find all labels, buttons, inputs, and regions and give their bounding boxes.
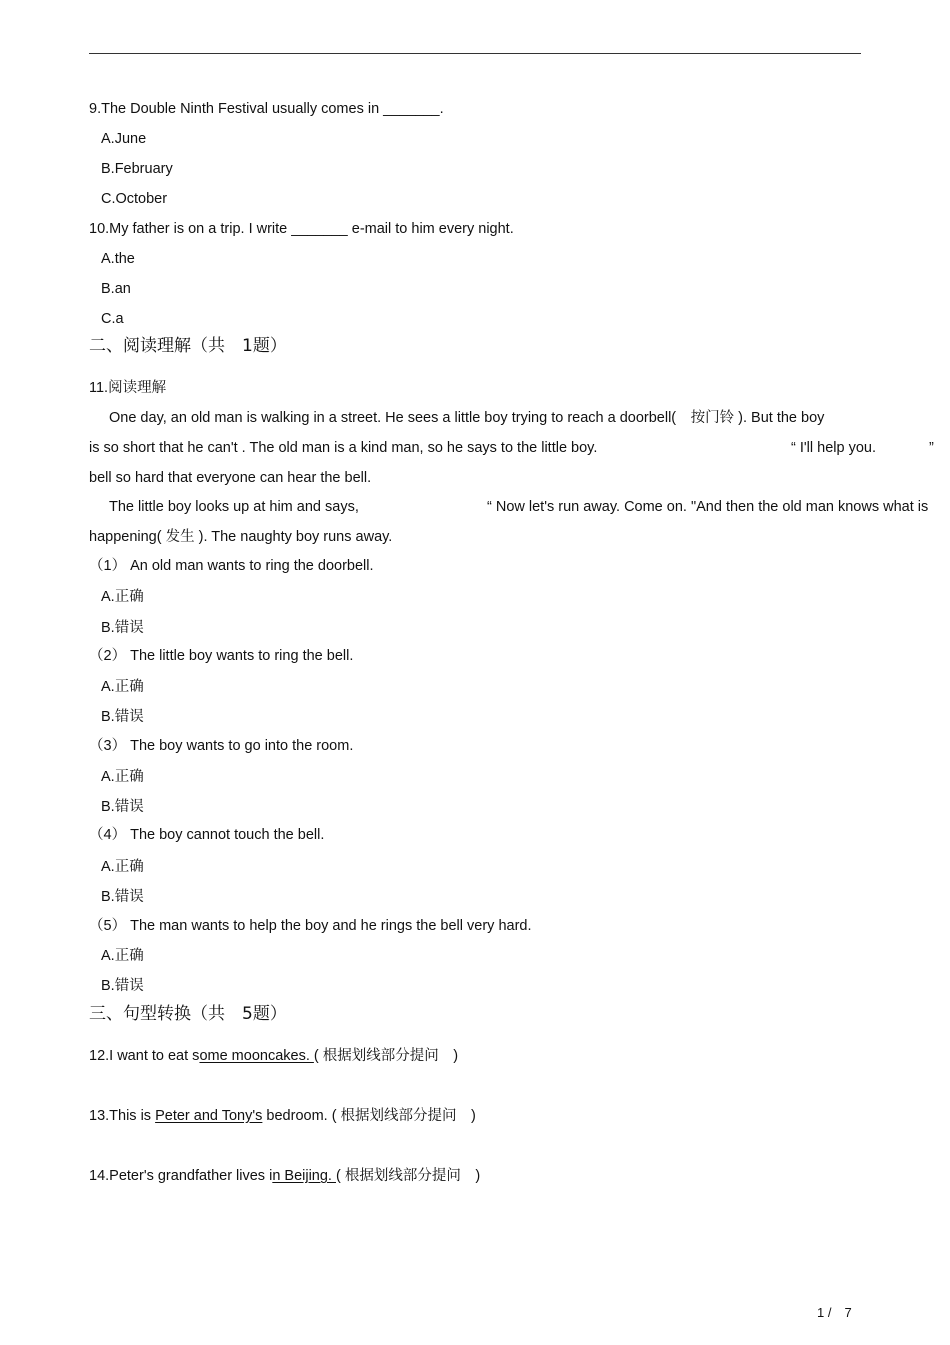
instruction: ( 根据划线部分提问 ) bbox=[336, 1168, 481, 1184]
question-14 bbox=[89, 1167, 480, 1185]
option-false[interactable]: B.错误 bbox=[101, 620, 144, 636]
passage-line: is so short that he can't . The old man is a kind man, so he says to the little boy. bbox=[89, 440, 598, 456]
passage-quote: “ I'll help you. bbox=[791, 440, 876, 456]
passage-line: happening( 发生 ). The naughty boy runs away. bbox=[89, 529, 393, 545]
passage-quote: “ Now let's run away. Come on. "And then the old man knows what is bbox=[487, 499, 929, 515]
section-heading-sentence-transformation: 三、句型转换（共 5题） bbox=[89, 1004, 287, 1024]
underlined-phrase: n Beijing. bbox=[272, 1168, 336, 1184]
question-text: 14.Peter's grandfather lives i bbox=[89, 1168, 273, 1184]
sub-question-1: （1） An old man wants to ring the doorbell. bbox=[89, 558, 374, 574]
instruction: bedroom. ( 根据划线部分提问 ) bbox=[262, 1108, 476, 1124]
underlined-phrase: ome mooncakes. bbox=[199, 1048, 314, 1064]
option-c[interactable]: C.October bbox=[101, 191, 168, 207]
option-c[interactable]: C.a bbox=[101, 311, 124, 327]
sub-question-3: （3） The boy wants to go into the room. bbox=[89, 738, 354, 754]
passage-line: One day, an old man is walking in a street. He sees a little boy trying to reach a doorbell( 按门铃 ). But the boy bbox=[109, 410, 825, 426]
option-a[interactable]: A.June bbox=[101, 131, 147, 147]
page-number: 1 / 7 bbox=[817, 1305, 852, 1320]
option-a[interactable]: A.the bbox=[101, 251, 135, 267]
sub-question-4: （4） The boy cannot touch the bell. bbox=[89, 827, 325, 843]
option-true[interactable]: A.正确 bbox=[101, 679, 144, 695]
question-text: 12.I want to eat s bbox=[89, 1048, 200, 1064]
section-heading-reading: 二、阅读理解（共 1题） bbox=[89, 336, 287, 356]
passage-quote-close: ” bbox=[929, 440, 934, 456]
question-10: 10.My father is on a trip. I write _______ e-mail to him every night. bbox=[89, 221, 514, 237]
option-true[interactable]: A.正确 bbox=[101, 859, 144, 875]
option-true[interactable]: A.正确 bbox=[101, 948, 144, 964]
option-b[interactable]: B.February bbox=[101, 161, 173, 177]
question-9: 9.The Double Ninth Festival usually comes in _______. bbox=[89, 101, 444, 117]
underlined-phrase: Peter and Tony's bbox=[155, 1108, 263, 1124]
option-false[interactable]: B.错误 bbox=[101, 709, 144, 725]
sub-question-2: （2） The little boy wants to ring the bell. bbox=[89, 648, 354, 664]
option-false[interactable]: B.错误 bbox=[101, 799, 144, 815]
option-false[interactable]: B.错误 bbox=[101, 889, 144, 905]
passage-line: The little boy looks up at him and says, bbox=[109, 499, 359, 515]
passage-line: bell so hard that everyone can hear the bell. bbox=[89, 470, 372, 486]
option-true[interactable]: A.正确 bbox=[101, 589, 144, 605]
header-rule bbox=[89, 53, 861, 54]
instruction: ( 根据划线部分提问 ) bbox=[313, 1048, 459, 1064]
question-13 bbox=[89, 1107, 476, 1125]
option-true[interactable]: A.正确 bbox=[101, 769, 144, 785]
option-false[interactable]: B.错误 bbox=[101, 978, 144, 994]
question-text: 13.This is bbox=[89, 1108, 156, 1124]
question-12 bbox=[89, 1047, 458, 1065]
question-11-label: 11.阅读理解 bbox=[89, 380, 167, 396]
option-b[interactable]: B.an bbox=[101, 281, 131, 297]
sub-question-5: （5） The man wants to help the boy and he rings the bell very hard. bbox=[89, 918, 532, 934]
